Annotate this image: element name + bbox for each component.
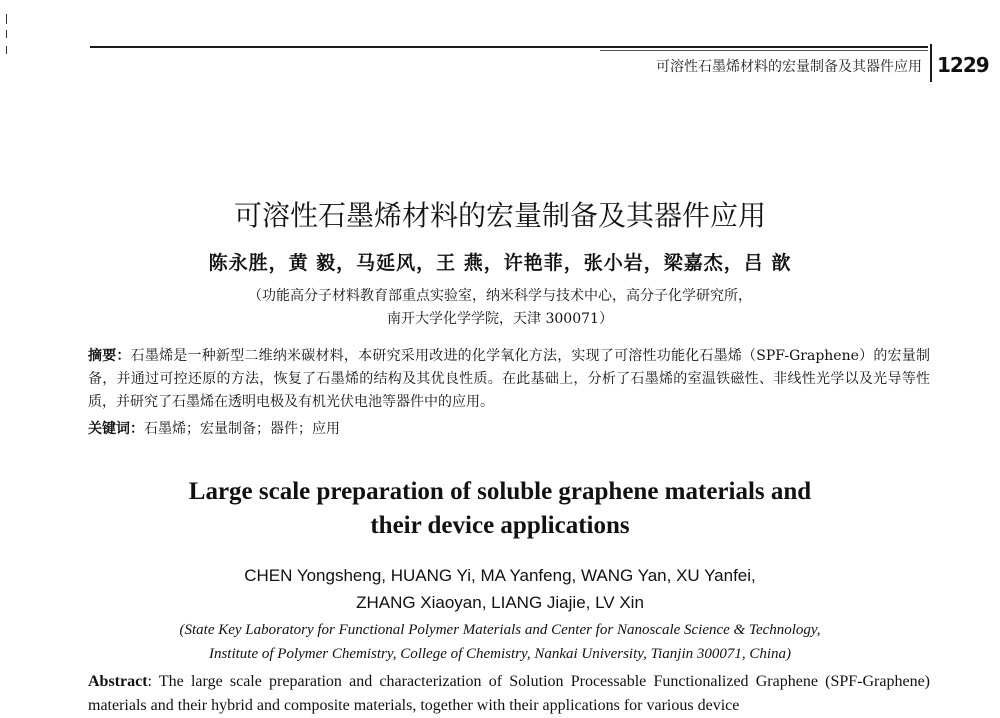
chinese-abstract — [88, 345, 930, 414]
header-rule — [90, 46, 928, 48]
english-abstract-label: Abstract — [88, 673, 148, 690]
english-affiliation-line2: Institute of Polymer Chemistry, College of Chemistry, Nankai University, Tianjin 300071, China) — [208, 646, 792, 662]
header-rule-secondary — [600, 50, 928, 51]
margin-mark — [6, 46, 7, 54]
chinese-affiliation-line2: 南开大学化学学院，天津 300071） — [387, 311, 613, 327]
english-affiliation-line1: (State Key Laboratory for Functional Polymer Materials and Center for Nanoscale Science & Technology, — [179, 622, 821, 638]
english-authors-line1: CHEN Yongsheng, HUANG Yi, MA Yanfeng, WANG Yan, XU Yanfei, — [244, 566, 756, 585]
chinese-abstract-text: 石墨烯是一种新型二维纳米碳材料，本研究采用改进的化学氧化方法，实现了可溶性功能化石墨烯（SPF-Graphene）的宏量制备，并通过可控还原的方法，恢复了石墨烯的结构及其优良性质。在此基础上，分析了石墨烯的室温铁磁性、非线性光学以及光导等性质，并研究了石墨烯在透明电极及有机光伏电池等器件中的应用。 — [88, 348, 930, 410]
chinese-keywords-label: 关键词： — [88, 421, 144, 437]
header-divider — [930, 44, 932, 82]
chinese-keywords-text: 石墨烯；宏量制备；器件；应用 — [144, 421, 340, 437]
english-abstract — [88, 670, 930, 718]
english-title-line1: Large scale preparation of soluble graphene materials and — [188, 478, 812, 505]
english-abstract-separator: : — [147, 673, 159, 690]
english-abstract-text: The large scale preparation and characterization of Solution Processable Functionalized Graphene (SPF-Graphene) materials and their hybrid and composite materials, together with their applications for various device — [88, 673, 931, 714]
page-number: 1229 — [937, 53, 989, 77]
chinese-affiliation-line1: （功能高分子材料教育部重点实验室，纳米科学与技术中心，高分子化学研究所， — [248, 288, 752, 304]
margin-mark — [6, 30, 7, 38]
english-authors-line2: ZHANG Xiaoyan, LIANG Jiajie, LV Xin — [356, 593, 644, 612]
running-title: 可溶性石墨烯材料的宏量制备及其器件应用 — [656, 59, 922, 75]
chinese-title: 可溶性石墨烯材料的宏量制备及其器件应用 — [233, 199, 766, 232]
chinese-abstract-label: 摘要： — [88, 348, 131, 364]
english-title-line2: their device applications — [370, 512, 630, 539]
chinese-authors: 陈永胜，黄 毅，马延风，王 燕，许艳菲，张小岩，梁嘉杰，吕 歆 — [208, 252, 792, 274]
chinese-keywords — [88, 418, 930, 438]
margin-mark — [6, 14, 7, 24]
